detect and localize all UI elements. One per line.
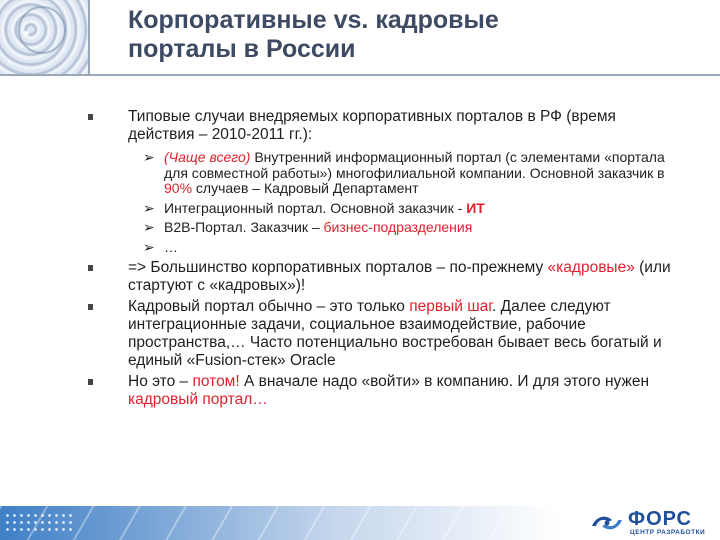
bullet-item-2	[86, 259, 686, 295]
bullet-item-1	[86, 108, 686, 144]
arrow-bullet-icon: ➢	[143, 199, 155, 216]
footer-decoration-strip	[0, 506, 560, 540]
header-vertical-divider	[88, 0, 90, 76]
bullet-3-suffix: . Далее следуют интеграционные задачи, социальное взаимодействие, рабочие пространства,… Часто потенциально востребован бывает весь богатый и единый «Fusion-стек» Oracle	[128, 298, 662, 369]
logo-subtitle: ЦЕНТР РАЗРАБОТКИ	[630, 529, 706, 536]
bullet-1-text: Типовые случаи внедряемых корпоративных порталов в РФ (время действия – 2010-2011 гг.):	[128, 108, 616, 143]
sub-3-text: B2B-Портал. Заказчик –	[164, 219, 324, 235]
sub-item-3	[86, 220, 686, 236]
arrow-bullet-icon: ➢	[143, 238, 155, 255]
fors-logo	[590, 508, 714, 538]
bullet-item-4	[86, 373, 686, 409]
arrow-bullet-icon: ➢	[143, 149, 155, 165]
header-horizontal-divider	[0, 74, 720, 76]
slide-content	[86, 108, 686, 409]
bullet-item-3	[86, 298, 686, 370]
corner-decoration	[0, 0, 88, 74]
bullet-2-red: «кадровые»	[547, 259, 635, 276]
bullet-2-text: => Большинство корпоративных порталов – по-прежнему	[128, 259, 548, 276]
square-bullet-icon	[88, 265, 93, 271]
square-bullet-icon	[88, 304, 93, 310]
fors-logo-icon	[590, 512, 624, 534]
sub-item-1	[86, 150, 686, 197]
sub-4-text: …	[164, 238, 178, 255]
bullet-4-red: потом!	[192, 373, 240, 390]
footer-dot-pattern	[4, 512, 74, 534]
sub-2-text: Интеграционный портал. Основной заказчик -	[164, 199, 467, 216]
square-bullet-icon	[88, 114, 93, 120]
title-line-2: порталы в России	[128, 35, 356, 63]
sub-2-red: ИТ	[466, 199, 485, 216]
sub-1-prefix: (Чаще всего)	[164, 149, 251, 165]
arrow-bullet-icon: ➢	[143, 219, 155, 235]
square-bullet-icon	[88, 379, 93, 385]
title-line-1: Корпоративные vs. кадровые	[128, 6, 499, 34]
sub-3-red: бизнес-подразделения	[323, 219, 473, 235]
bullet-4-red-2: кадровый портал…	[128, 391, 268, 408]
bullet-2-suffix: (или стартуют с «кадровых»)!	[128, 259, 671, 294]
sub-1-percent: 90%	[164, 180, 193, 196]
sub-item-4	[86, 240, 686, 256]
logo-name: ФОРС	[628, 508, 692, 530]
page-title	[128, 6, 688, 64]
sub-1-suffix: случаев – Кадровый Департамент	[192, 180, 419, 196]
sub-1-text: Внутренний информационный портал (с элементами «портала для совместной работы») многофилиальной компании. Основной заказчик в	[164, 149, 665, 181]
sub-item-2	[86, 201, 686, 217]
bullet-3-red: первый шаг	[409, 298, 493, 315]
bullet-4-mid: А вначале надо «войти» в компанию. И для этого нужен	[239, 373, 650, 390]
bullet-3-text: Кадровый портал обычно – это только	[128, 298, 410, 315]
bullet-4-text: Но это –	[128, 373, 193, 390]
sub-list	[86, 150, 686, 255]
